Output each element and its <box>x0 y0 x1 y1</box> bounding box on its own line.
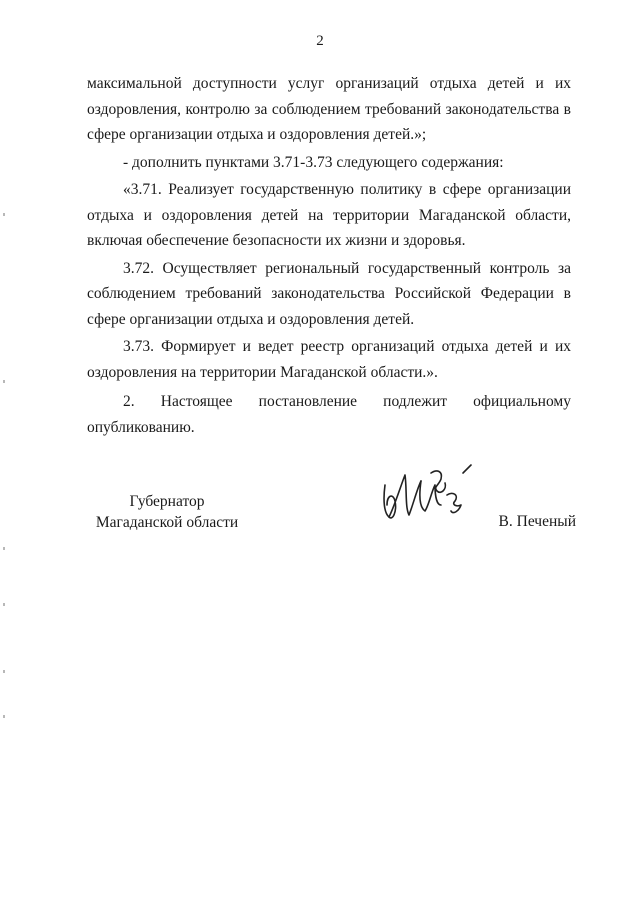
scan-edge-mark <box>3 213 5 216</box>
handwritten-signature <box>375 455 485 535</box>
signatory-name: В. Печеный <box>498 513 576 530</box>
paragraph-publication-clause: 2. Настоящее постановление подлежит официальному опубликованию. <box>87 393 571 436</box>
page-number: 2 <box>316 33 324 49</box>
signatory-title-line2: Магаданской области <box>95 514 239 531</box>
scan-edge-mark <box>3 547 5 550</box>
signatory-title <box>87 491 247 533</box>
scan-edge-mark <box>3 715 5 718</box>
scan-edge-mark <box>3 670 5 673</box>
paragraph-continuation: максимальной доступности услуг организаций отдыха детей и их оздоровления, контролю за соблюдением требований законодательства в сфере организации отдыха и оздоровления детей.»; <box>87 75 571 143</box>
paragraph-amendment-intro: - дополнить пунктами 3.71-3.73 следующего содержания: <box>123 153 504 171</box>
document-body <box>87 71 571 440</box>
scan-edge-mark <box>3 380 5 383</box>
signatory-title-line1: Губернатор <box>129 493 205 510</box>
paragraph-item-3-73: 3.73. Формирует и ведет реестр организаций отдыха детей и их оздоровления на территории Магаданской области.». <box>87 338 571 381</box>
paragraph-item-3-71: «3.71. Реализует государственную политику в сфере организации отдыха и оздоровления детей на территории Магаданской области, включая обеспечение безопасности их жизни и здоровья. <box>87 181 571 249</box>
paragraph-item-3-72: 3.72. Осуществляет региональный государственный контроль за соблюдением требований законодательства Российской Федерации в сфере организации отдыха и оздоровления детей. <box>87 259 571 328</box>
scan-edge-mark <box>3 603 5 606</box>
